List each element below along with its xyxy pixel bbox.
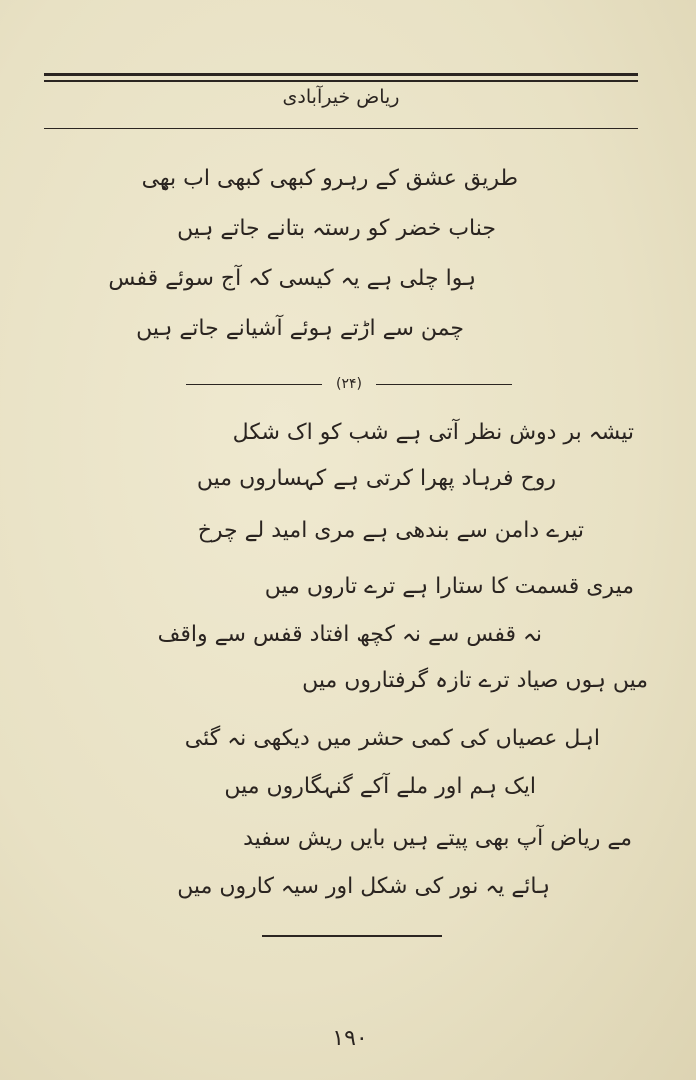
section-number: (۲۴) (336, 376, 362, 392)
header-rule-top (44, 73, 638, 76)
ghazal-end-rule (262, 935, 442, 937)
ghazal-line-4: میری قسمت کا ستارا ہے ترے تاروں میں (264, 574, 634, 599)
verse-line-4: چمن سے اڑتے ہوئے آشیانے جاتے ہیں (136, 316, 464, 341)
header-rule-second (44, 80, 638, 82)
separator-line-left (186, 384, 322, 385)
ghazal-line-8: ایک ہم اور ملے آکے گنہگاروں میں (224, 774, 536, 799)
running-header-poet-name: ریاض خیرآبادی (282, 86, 400, 108)
header-rule-bottom (44, 128, 638, 129)
ghazal-line-2: روح فرہاد پھرا کرتی ہے کہساروں میں (196, 466, 556, 491)
ghazal-line-5: نہ قفس سے نہ کچھ افتاد قفس سے واقف (157, 622, 542, 647)
separator-line-right (376, 384, 512, 385)
ghazal-line-9: مے ریاض آپ بھی پیتے ہیں بایں ریش سفید (243, 826, 632, 851)
page-number: ۱۹۰ (332, 1026, 368, 1051)
ghazal-line-1: تیشہ بر دوش نظر آتی ہے شب کو اک شکل (232, 420, 634, 445)
section-separator (186, 376, 512, 392)
ghazal-line-10: ہائے یہ نور کی شکل اور سیہ کاروں میں (177, 874, 550, 899)
verse-line-1: طریق عشق کے رہرو کبھی کبھی اب بھی (141, 166, 518, 191)
verse-line-2: جناب خضر کو رستہ بتانے جاتے ہیں (177, 216, 496, 241)
ghazal-line-3: تیرے دامن سے بندھی ہے مری امید لے چرخ (197, 518, 584, 543)
verse-line-3: ہوا چلی ہے یہ کیسی کہ آج سوئے قفس (108, 266, 476, 291)
ghazal-line-6: میں ہوں صیاد ترے تازہ گرفتاروں میں (302, 668, 648, 693)
ghazal-line-7: اہل عصیاں کی کمی حشر میں دیکھی نہ گئی (184, 726, 600, 751)
